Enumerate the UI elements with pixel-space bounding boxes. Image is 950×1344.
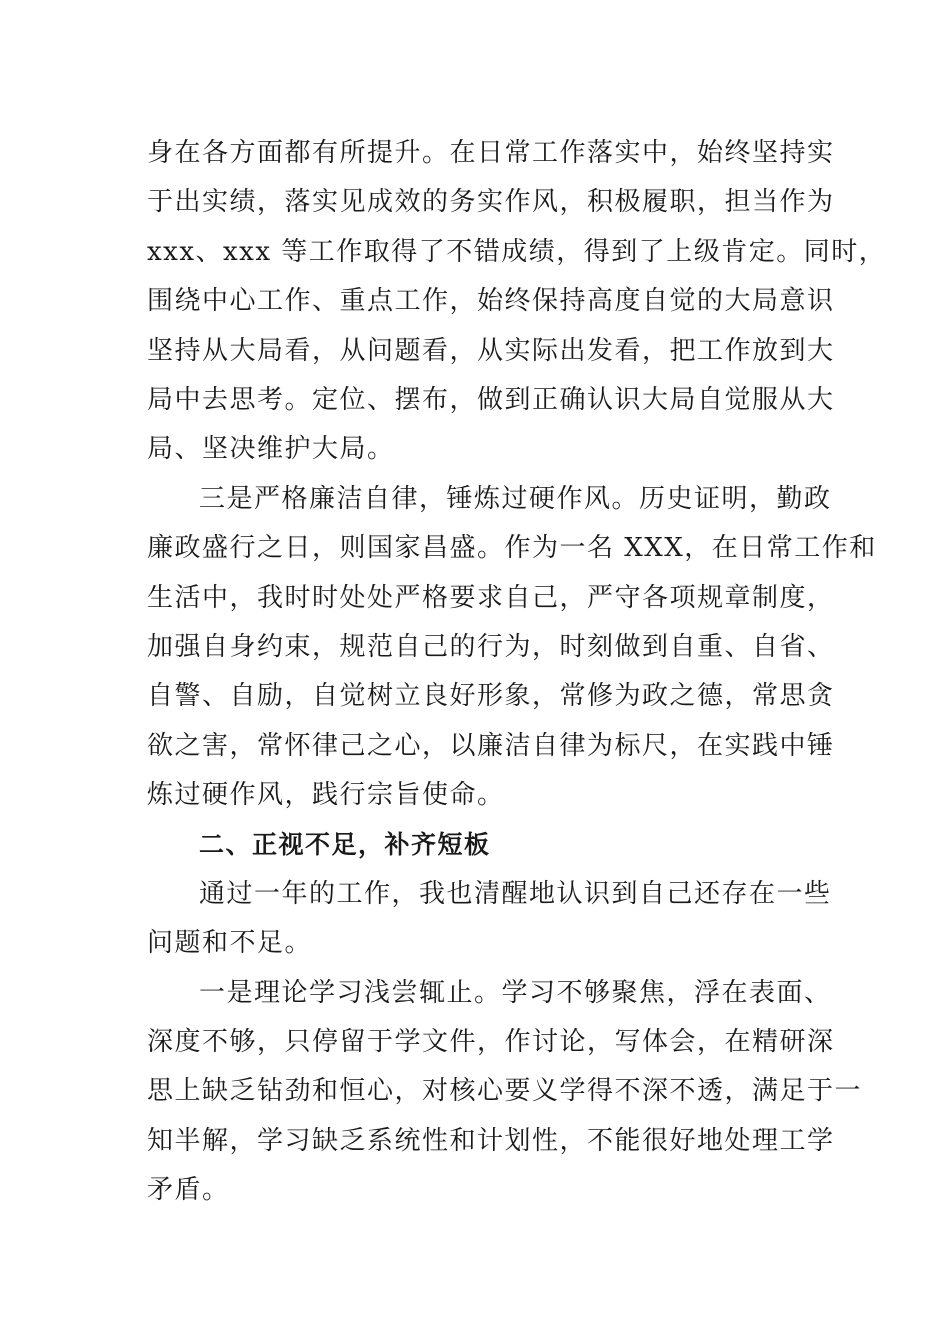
paragraph-line: 自警、自励，自觉树立良好形象，常修为政之德，常思贪 [147,681,835,712]
paragraph-line: 于出实绩，落实见成效的务实作风，积极履职，担当作为 [147,187,835,218]
paragraph-line: 思上缺乏钻劲和恒心，对核心要义学得不深不透，满足于一 [147,1076,863,1107]
paragraph-line: 知半解，学习缺乏系统性和计划性，不能很好地处理工学 [147,1125,835,1156]
paragraph-line: 加强自身约束，规范自己的行为，时刻做到自重、自省、 [147,631,835,662]
paragraph-line: 身在各方面都有所提升。在日常工作落实中，始终坚持实 [147,138,835,168]
paragraph-line: 欲之害，常怀律己之心，以廉洁自律为标尺，在实践中锤 [147,730,835,761]
paragraph-line: xxx、xxx 等工作取得了不错成绩，得到了上级肯定。同时， [147,236,887,267]
paragraph-line: 炼过硬作风，践行宗旨使命。 [147,780,505,811]
paragraph-line: 通过一年的工作，我也清醒地认识到自己还存在一些 [199,878,832,909]
paragraph-line: 问题和不足。 [147,928,313,959]
paragraph-line: 生活中，我时时处处严格要求自己，严守各项规章制度， [147,582,835,613]
paragraph-line: 局中去思考。定位、摆布，做到正确认识大局自觉服从大 [147,384,835,415]
section-heading: 二、正视不足，补齐短板 [199,830,491,860]
paragraph-line: 深度不够，只停留于学文件，作讨论，写体会，在精研深 [147,1027,835,1058]
paragraph-line: 三是严格廉洁自律，锤炼过硬作风。历史证明，勤政 [199,483,832,514]
paragraph-line: 一是理论学习浅尝辄止。学习不够聚焦，浮在表面、 [199,977,832,1008]
paragraph-line: 廉政盛行之日，则国家昌盛。作为一名 XXX，在日常工作和 [147,533,877,564]
paragraph-line: 局、坚决维护大局。 [147,434,395,465]
paragraph-line: 围绕中心工作、重点工作，始终保持高度自觉的大局意识 [147,286,835,317]
paragraph-line: 坚持从大局看，从问题看，从实际出发看，把工作放到大 [147,335,835,366]
document-body [147,129,887,1216]
paragraph-line: 矛盾。 [147,1175,230,1206]
